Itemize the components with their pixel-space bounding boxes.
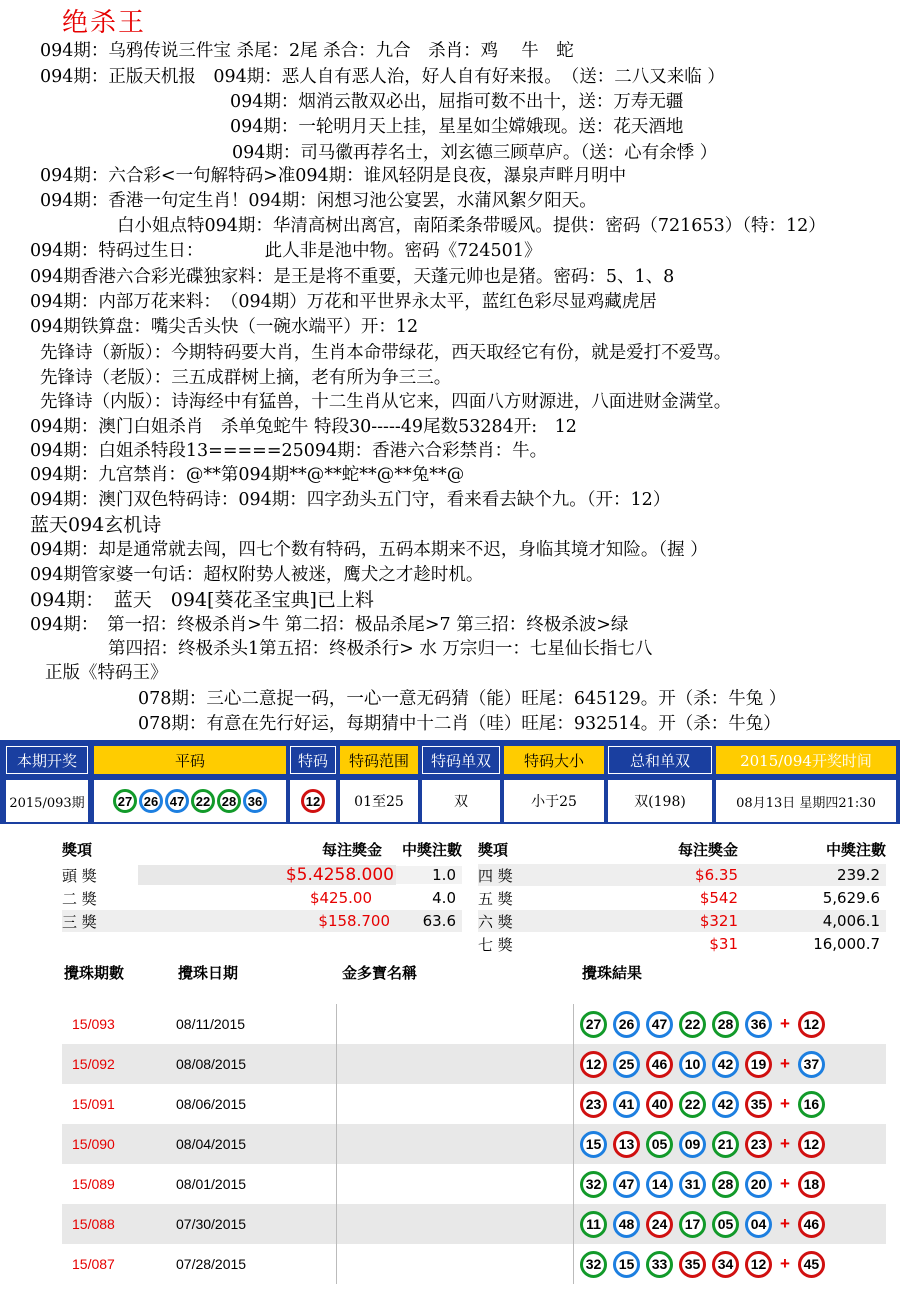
header-current-draw: 本期开奖 bbox=[6, 746, 88, 774]
plus-sign: + bbox=[780, 1094, 790, 1113]
text-line: 094期：九宫禁肖：@**第094期**@**蛇**@**兔**@ bbox=[30, 465, 465, 485]
text-line: 094期：烟消云散双必出，屈指可数不出十，送：万寿无疆 bbox=[230, 92, 684, 112]
header-normal-numbers: 平码 bbox=[94, 746, 286, 774]
row-date: 08/08/2015 bbox=[176, 1056, 247, 1072]
text-line: 094期：澳门白姐杀肖 杀单兔蛇牛 特段30-----49尾数53284开: 12 bbox=[30, 417, 577, 437]
draw-result-table bbox=[0, 740, 900, 824]
lottery-ball: 15 bbox=[580, 1131, 607, 1158]
text-line: 094期：特码过生日： 此人非是池中物。密码《724501》 bbox=[30, 241, 542, 261]
lottery-ball: 32 bbox=[580, 1251, 607, 1278]
lottery-ball: 17 bbox=[679, 1211, 706, 1238]
lottery-ball: 28 bbox=[712, 1011, 739, 1038]
lottery-ball: 23 bbox=[580, 1091, 607, 1118]
table-row bbox=[62, 1124, 886, 1164]
text-line: 正版《特码王》 bbox=[45, 663, 168, 683]
lottery-ball: 25 bbox=[613, 1051, 640, 1078]
prize-count: 1.0 bbox=[396, 866, 462, 884]
row-name bbox=[336, 1004, 574, 1044]
lottery-ball: 09 bbox=[679, 1131, 706, 1158]
text-line: 第四招：终极杀头1第五招：终极杀行> 水 万宗归一：七星仙长指七八 bbox=[108, 639, 653, 659]
row-period: 15/089 bbox=[72, 1176, 115, 1192]
lottery-ball: 31 bbox=[679, 1171, 706, 1198]
lottery-ball: 12 bbox=[580, 1051, 607, 1078]
prize-amount: $542 bbox=[699, 889, 738, 907]
prize-header-name: 獎項 bbox=[62, 840, 93, 859]
prize-header-count: 中獎注數 bbox=[825, 840, 886, 859]
text-line: 094期：却是通常就去闯，四七个数有特码，五码本期来不迟，身临其境才知险。（握 ） bbox=[30, 540, 708, 560]
plus-sign: + bbox=[780, 1214, 790, 1233]
lottery-ball: 47 bbox=[613, 1171, 640, 1198]
lottery-ball: 42 bbox=[712, 1051, 739, 1078]
history-header-result: 攪珠結果 bbox=[582, 964, 643, 982]
lottery-ball: 10 bbox=[679, 1051, 706, 1078]
prize-amount: $425.00 bbox=[309, 889, 372, 907]
prize-count: 63.6 bbox=[422, 912, 456, 930]
lottery-ball: 27 bbox=[580, 1011, 607, 1038]
row-date: 07/28/2015 bbox=[176, 1256, 247, 1272]
row-period: 15/091 bbox=[72, 1096, 115, 1112]
plus-sign: + bbox=[780, 1014, 790, 1033]
header-sum-odd-even: 总和单双 bbox=[608, 746, 712, 774]
text-line: 094期：一轮明月天上挂，星星如尘嫦娥现。送：花天酒地 bbox=[230, 117, 684, 137]
row-date: 08/04/2015 bbox=[176, 1136, 247, 1152]
row-period: 15/087 bbox=[72, 1256, 115, 1272]
text-line: 094期： 蓝天 094[葵花圣宝典]已上料 bbox=[30, 589, 374, 611]
lottery-ball: 23 bbox=[745, 1131, 772, 1158]
special-ball-cell bbox=[290, 780, 336, 822]
text-line: 094期香港六合彩光碟独家料：是王是将不重要，天蓬元帅也是猪。密码：5、1、8 bbox=[30, 267, 675, 287]
row-date: 08/11/2015 bbox=[176, 1016, 246, 1032]
lottery-ball: 11 bbox=[580, 1211, 607, 1238]
row-result bbox=[574, 1051, 886, 1078]
header-next-draw-time: 2015/094开奖时间 bbox=[716, 746, 896, 774]
lottery-ball: 04 bbox=[745, 1211, 772, 1238]
header-special-number: 特码 bbox=[290, 746, 336, 774]
lottery-ball: 26 bbox=[613, 1011, 640, 1038]
row-period: 15/093 bbox=[72, 1016, 115, 1032]
text-line: 白小姐点特094期：华清高树出离宫，南陌柔条带暖风。提供：密码（721653）（特：12） bbox=[117, 216, 826, 236]
row-result bbox=[574, 1251, 886, 1278]
table-row bbox=[62, 1204, 886, 1244]
lottery-ball: 05 bbox=[712, 1211, 739, 1238]
lottery-ball: 40 bbox=[646, 1091, 673, 1118]
special-ball: 46 bbox=[798, 1211, 825, 1238]
plus-sign: + bbox=[780, 1134, 790, 1153]
lottery-ball: 46 bbox=[646, 1051, 673, 1078]
row-result bbox=[574, 1171, 886, 1198]
lottery-ball: 19 bbox=[745, 1051, 772, 1078]
plus-sign: + bbox=[780, 1254, 790, 1273]
page-title: 绝杀王 bbox=[62, 8, 147, 38]
text-line: 094期：澳门双色特码诗：094期：四字劲头五门守，看来看去缺个九。（开：12） bbox=[30, 490, 671, 510]
lottery-ball: 27 bbox=[113, 789, 137, 813]
prize-name: 頭 獎 bbox=[62, 866, 97, 885]
special-ball: 18 bbox=[798, 1171, 825, 1198]
lottery-ball: 26 bbox=[139, 789, 163, 813]
text-line: 094期：正版天机报 094期：恶人自有恶人治，好人自有好来报。 （送：二八又来临 ） bbox=[40, 67, 725, 87]
text-line: 094期：司马徽再荐名士，刘玄德三顾草庐。（送：心有余悸 ） bbox=[232, 143, 718, 163]
history-header-name: 金多寶名稱 bbox=[342, 964, 418, 982]
special-odd-even: 双 bbox=[422, 780, 500, 822]
text-line: 094期：乌鸦传说三件宝 杀尾：2尾 杀合：九合 杀肖：鸡 牛 蛇 bbox=[40, 41, 574, 61]
prize-name: 六 獎 bbox=[478, 912, 513, 931]
row-date: 08/01/2015 bbox=[176, 1176, 247, 1192]
lottery-ball: 28 bbox=[712, 1171, 739, 1198]
prize-amount: $6.35 bbox=[695, 866, 738, 884]
special-ball: 16 bbox=[798, 1091, 825, 1118]
text-line: 094期：内部万花来料： （094期）万花和平世界永太平，蓝红色彩尽显鸡藏虎居 bbox=[30, 292, 657, 312]
prize-name: 二 獎 bbox=[62, 889, 97, 908]
lottery-ball: 14 bbox=[646, 1171, 673, 1198]
special-range: 01至25 bbox=[340, 780, 418, 822]
prize-name: 四 獎 bbox=[478, 866, 513, 885]
row-name bbox=[336, 1084, 574, 1124]
prize-amount: $31 bbox=[709, 935, 738, 953]
draw-period: 2015/093期 bbox=[6, 780, 88, 822]
lottery-ball: 28 bbox=[217, 789, 241, 813]
row-result bbox=[574, 1211, 886, 1238]
lottery-ball: 15 bbox=[613, 1251, 640, 1278]
lottery-ball: 48 bbox=[613, 1211, 640, 1238]
table-row bbox=[62, 1044, 886, 1084]
prize-amount: $5.4258.000 bbox=[138, 865, 396, 885]
row-period: 15/092 bbox=[72, 1056, 115, 1072]
lottery-ball: 12 bbox=[745, 1251, 772, 1278]
lottery-ball: 22 bbox=[191, 789, 215, 813]
lottery-ball: 22 bbox=[679, 1011, 706, 1038]
prize-name: 三 獎 bbox=[62, 912, 97, 931]
lottery-ball: 36 bbox=[745, 1011, 772, 1038]
row-result bbox=[574, 1131, 886, 1158]
prize-count: 4,006.1 bbox=[822, 912, 880, 930]
plus-sign: + bbox=[780, 1054, 790, 1073]
row-result bbox=[574, 1011, 886, 1038]
row-name bbox=[336, 1204, 574, 1244]
special-ball: 12 bbox=[301, 789, 325, 813]
lottery-ball: 47 bbox=[165, 789, 189, 813]
history-header-period: 攪珠期數 bbox=[64, 964, 125, 982]
next-draw-time: 08月13日 星期四21:30 bbox=[716, 780, 896, 822]
text-line: 先锋诗（新版）：今期特码要大肖，生肖本命带绿花，西天取经它有份，就是爱打不爱骂。 bbox=[40, 343, 732, 363]
row-date: 07/30/2015 bbox=[176, 1216, 247, 1232]
row-name bbox=[336, 1244, 574, 1284]
row-date: 08/06/2015 bbox=[176, 1096, 247, 1112]
row-period: 15/088 bbox=[72, 1216, 115, 1232]
row-name bbox=[336, 1044, 574, 1084]
prize-amount: $158.700 bbox=[318, 912, 390, 930]
header-special-size: 特码大小 bbox=[504, 746, 604, 774]
special-size: 小于25 bbox=[504, 780, 604, 822]
lottery-ball: 34 bbox=[712, 1251, 739, 1278]
lottery-ball: 24 bbox=[646, 1211, 673, 1238]
lottery-ball: 05 bbox=[646, 1131, 673, 1158]
prize-count: 5,629.6 bbox=[822, 889, 880, 907]
text-line: 先锋诗（内版）：诗海经中有猛兽，十二生肖从它来，四面八方财源进，八面进财金满堂。 bbox=[40, 392, 732, 412]
lottery-ball: 47 bbox=[646, 1011, 673, 1038]
header-special-odd-even: 特码单双 bbox=[422, 746, 500, 774]
special-ball: 45 bbox=[798, 1251, 825, 1278]
text-line: 094期：香港一句定生肖！094期：闲想习池公宴罢，水蒲风絮夕阳天。 bbox=[40, 191, 597, 211]
sum-odd-even: 双(198) bbox=[608, 780, 712, 822]
table-row bbox=[62, 1164, 886, 1204]
special-ball: 12 bbox=[798, 1011, 825, 1038]
row-name bbox=[336, 1164, 574, 1204]
prize-amount: $321 bbox=[699, 912, 738, 930]
row-name bbox=[336, 1124, 574, 1164]
lottery-ball: 33 bbox=[646, 1251, 673, 1278]
table-row bbox=[62, 1244, 886, 1284]
lottery-ball: 21 bbox=[712, 1131, 739, 1158]
text-line: 078期：有意在先行好运，每期猜中十二肖（哇）旺尾：932514。开（杀：牛兔） bbox=[138, 714, 781, 734]
lottery-ball: 35 bbox=[745, 1091, 772, 1118]
prize-name: 七 獎 bbox=[478, 935, 513, 954]
text-line: 094期：白姐杀特段13=====25094期：香港六合彩禁肖：牛。 bbox=[30, 441, 548, 461]
history-header-date: 攪珠日期 bbox=[178, 964, 239, 982]
row-result bbox=[574, 1091, 886, 1118]
special-ball: 12 bbox=[798, 1131, 825, 1158]
text-line: 094期：六合彩<一句解特码>准094期：谁风轻阴是良夜，瀑泉声畔月明中 bbox=[40, 166, 627, 186]
special-ball: 37 bbox=[798, 1051, 825, 1078]
plus-sign: + bbox=[780, 1174, 790, 1193]
lottery-ball: 35 bbox=[679, 1251, 706, 1278]
lottery-ball: 42 bbox=[712, 1091, 739, 1118]
lottery-ball: 41 bbox=[613, 1091, 640, 1118]
text-line: 蓝天094玄机诗 bbox=[30, 514, 162, 536]
prize-header-amount: 每注獎金 bbox=[677, 840, 738, 859]
table-row bbox=[62, 1004, 886, 1044]
lottery-ball: 20 bbox=[745, 1171, 772, 1198]
lottery-ball: 36 bbox=[243, 789, 267, 813]
text-line: 094期： 第一招：终极杀肖>牛 第二招：极品杀尾>7 第三招：终极杀波>绿 bbox=[30, 615, 629, 635]
row-period: 15/090 bbox=[72, 1136, 115, 1152]
text-line: 先锋诗（老版）：三五成群树上摘，老有所为争三三。 bbox=[40, 368, 452, 388]
lottery-ball: 13 bbox=[613, 1131, 640, 1158]
text-line: 078期：三心二意捉一码，一心一意无码猜（能）旺尾：645129。开（杀：牛兔 ） bbox=[138, 689, 787, 709]
text-line: 094期铁算盘：嘴尖舌头快（一碗水端平）开：12 bbox=[30, 317, 419, 337]
lottery-ball: 32 bbox=[580, 1171, 607, 1198]
prize-count: 4.0 bbox=[432, 889, 456, 907]
prize-count: 239.2 bbox=[837, 866, 880, 884]
text-line: 094期管家婆一句话：超权附势人被迷，鹰犬之才趁时机。 bbox=[30, 565, 484, 585]
normal-balls bbox=[94, 780, 286, 822]
lottery-ball: 22 bbox=[679, 1091, 706, 1118]
prize-header-amount: 每注獎金 bbox=[321, 840, 382, 859]
header-special-range: 特码范围 bbox=[340, 746, 418, 774]
prize-header-name: 獎項 bbox=[478, 840, 509, 859]
prize-name: 五 獎 bbox=[478, 889, 513, 908]
prize-header-count: 中獎注數 bbox=[401, 840, 462, 859]
prize-count: 16,000.7 bbox=[813, 935, 880, 953]
table-row bbox=[62, 1084, 886, 1124]
